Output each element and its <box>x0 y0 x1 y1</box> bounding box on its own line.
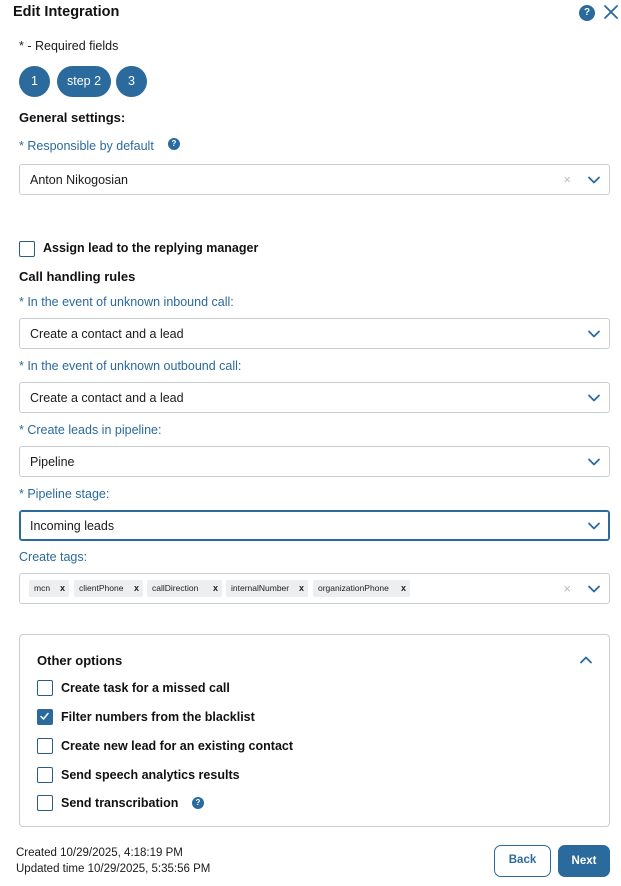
general-settings-title: General settings: <box>19 110 126 125</box>
other-options-title: Other options <box>37 653 123 668</box>
stage-select[interactable] <box>19 510 610 541</box>
new-lead-existing-contact-label: Create new lead for an existing contact <box>61 739 294 753</box>
chevron-down-icon[interactable] <box>587 174 601 186</box>
tags-label: Create tags: <box>19 550 88 564</box>
blacklist-filter-label: Filter numbers from the blacklist <box>61 710 255 724</box>
outbound-select[interactable] <box>19 382 610 413</box>
responsible-help-icon[interactable]: ? <box>168 138 180 150</box>
chevron-down-icon[interactable] <box>587 520 601 532</box>
chevron-down-icon[interactable] <box>587 456 601 468</box>
stage-label: * Pipeline stage: <box>19 487 110 501</box>
call-handling-title: Call handling rules <box>19 269 136 284</box>
responsible-select[interactable] <box>19 164 610 195</box>
tags-select[interactable] <box>19 573 610 604</box>
checkmark-icon <box>39 711 50 722</box>
speech-analytics-label: Send speech analytics results <box>61 768 240 782</box>
clear-icon[interactable]: × <box>563 172 571 187</box>
other-options-panel <box>19 634 610 827</box>
chevron-up-icon[interactable] <box>579 654 593 666</box>
new-lead-existing-contact-checkbox[interactable] <box>37 738 53 754</box>
outbound-label: * In the event of unknown outbound call: <box>19 359 242 373</box>
next-button[interactable]: Next <box>558 845 610 877</box>
created-timestamp: Created 10/29/2025, 4:18:19 PM <box>16 847 183 859</box>
tag-chip <box>313 580 410 597</box>
inbound-value: Create a contact and a lead <box>30 327 184 341</box>
step-2-button[interactable]: step 2 <box>57 66 111 97</box>
chevron-down-icon[interactable] <box>587 328 601 340</box>
tag-remove-icon[interactable]: x <box>133 583 139 593</box>
stage-value: Incoming leads <box>30 519 115 533</box>
inbound-label: * In the event of unknown inbound call: <box>19 295 234 309</box>
step-3-button[interactable]: 3 <box>116 66 147 97</box>
modal-header <box>13 4 617 22</box>
chevron-down-icon[interactable] <box>587 392 601 404</box>
tag-remove-icon[interactable]: x <box>212 583 218 593</box>
tag-label: callDirection <box>152 583 199 593</box>
close-icon[interactable] <box>601 2 621 22</box>
transcribation-checkbox[interactable] <box>37 795 53 811</box>
modal-title: Edit Integration <box>13 4 120 20</box>
assign-lead-checkbox[interactable] <box>19 241 35 257</box>
missed-call-task-checkbox[interactable] <box>37 680 53 696</box>
transcribation-label: Send transcribation <box>61 796 179 810</box>
tag-remove-icon[interactable]: x <box>298 583 304 593</box>
transcribation-help-icon[interactable]: ? <box>192 797 204 809</box>
tag-label: internalNumber <box>231 583 290 593</box>
tag-remove-icon[interactable]: x <box>400 583 406 593</box>
speech-analytics-checkbox[interactable] <box>37 767 53 783</box>
assign-lead-label: Assign lead to the replying manager <box>43 241 259 255</box>
help-icon[interactable]: ? <box>579 5 595 21</box>
tag-chip <box>74 580 143 597</box>
blacklist-filter-checkbox[interactable] <box>37 709 53 725</box>
tag-remove-icon[interactable]: x <box>59 583 65 593</box>
responsible-label: * Responsible by default <box>19 139 154 153</box>
updated-timestamp: Updated time 10/29/2025, 5:35:56 PM <box>16 863 211 875</box>
tag-label: mcn <box>34 583 51 593</box>
required-fields-note: * - Required fields <box>19 39 119 53</box>
clear-icon[interactable]: × <box>563 581 571 596</box>
back-button[interactable]: Back <box>494 845 551 877</box>
missed-call-task-label: Create task for a missed call <box>61 681 230 695</box>
tag-chip <box>29 580 69 597</box>
pipeline-value: Pipeline <box>30 455 75 469</box>
chevron-down-icon[interactable] <box>587 583 601 595</box>
inbound-select[interactable] <box>19 318 610 349</box>
responsible-value: Anton Nikogosian <box>30 173 128 187</box>
tag-label: clientPhone <box>79 583 124 593</box>
tag-label: organizationPhone <box>318 583 389 593</box>
tag-chip <box>226 580 308 597</box>
pipeline-label: * Create leads in pipeline: <box>19 423 162 437</box>
outbound-value: Create a contact and a lead <box>30 391 184 405</box>
pipeline-select[interactable] <box>19 446 610 477</box>
step-1-button[interactable]: 1 <box>19 66 50 97</box>
tag-chip <box>147 580 222 597</box>
